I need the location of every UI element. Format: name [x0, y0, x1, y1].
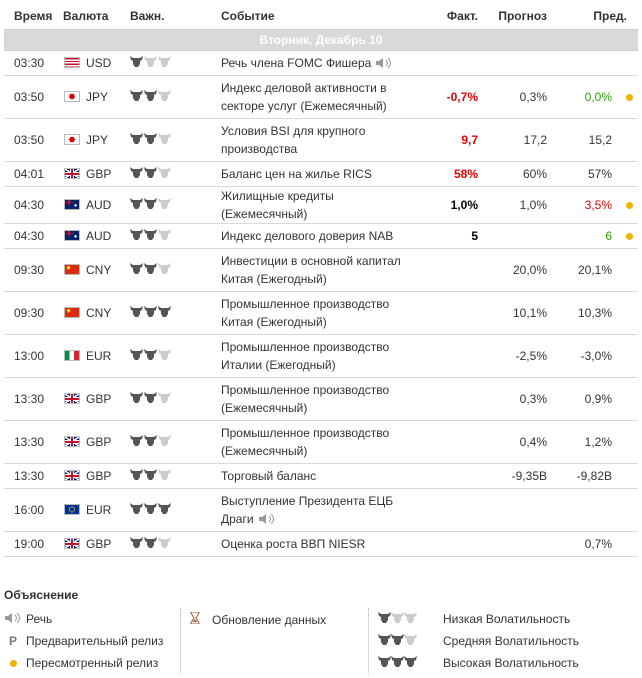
importance-cell	[130, 119, 221, 162]
bull-icon	[158, 435, 171, 449]
table-row[interactable]	[4, 76, 638, 119]
forecast-cell: -2,5%	[484, 335, 555, 378]
preliminary-icon: P	[9, 634, 18, 648]
table-header	[4, 3, 638, 30]
event-cell[interactable]	[221, 76, 427, 119]
previous-cell	[555, 489, 620, 532]
bull-icon	[130, 435, 143, 449]
currency-cell	[63, 464, 130, 489]
revised-cell	[620, 249, 638, 292]
actual-cell: -0,7%	[427, 76, 484, 119]
event-name[interactable]: Речь члена FOMC Фишера	[221, 55, 372, 70]
speaker-icon	[375, 55, 393, 73]
legend-speech-label: Речь	[26, 612, 53, 626]
bull-icon	[158, 133, 171, 147]
bull-icon	[130, 306, 143, 320]
legend-high-label: Высокая Волатильность	[443, 656, 579, 670]
time-cell: 13:30	[4, 421, 63, 464]
currency-code: GBP	[86, 469, 112, 483]
actual-cell	[427, 292, 484, 335]
bull-icon	[144, 503, 157, 517]
legend-low-label: Низкая Волатильность	[443, 612, 571, 626]
day-label: Вторник, Декабрь 10	[4, 30, 638, 51]
economic-calendar	[4, 3, 638, 557]
revised-cell	[620, 378, 638, 421]
bull-icon	[158, 537, 171, 551]
time-cell: 04:30	[4, 187, 63, 224]
previous-cell: -9,82B	[555, 464, 620, 489]
event-cell[interactable]	[221, 249, 427, 292]
importance-cell	[130, 249, 221, 292]
event-name[interactable]: Промышленное производство Китая (Ежегодный)	[221, 297, 390, 329]
bull-icon	[144, 167, 157, 181]
bull-icon	[144, 198, 157, 212]
currency-code: EUR	[86, 349, 112, 363]
event-name[interactable]: Оценка роста ВВП NIESR	[221, 537, 366, 551]
actual-cell	[427, 335, 484, 378]
actual-cell	[427, 421, 484, 464]
header-time[interactable]: Время	[4, 3, 63, 30]
importance-cell	[130, 51, 221, 76]
bull-icon	[158, 263, 171, 277]
bull-icon	[378, 634, 391, 648]
currency-code: GBP	[86, 167, 112, 181]
event-name[interactable]: Промышленное производство (Ежемесячный)	[221, 383, 390, 415]
legend-medium-label: Средняя Волатильность	[443, 634, 580, 648]
importance-cell	[130, 532, 221, 557]
bull-icon	[130, 56, 143, 70]
flag-gb-icon	[64, 470, 80, 481]
previous-cell: 0,0%	[555, 76, 620, 119]
revised-cell	[620, 51, 638, 76]
currency-cell	[63, 421, 130, 464]
event-name[interactable]: Инвестиции в основной капитал Китая (Ежегодный)	[221, 254, 401, 286]
bull-icon	[158, 503, 171, 517]
currency-cell	[63, 249, 130, 292]
actual-cell	[427, 51, 484, 76]
event-cell[interactable]	[221, 224, 427, 249]
legend-divider	[180, 608, 181, 674]
revised-cell	[620, 421, 638, 464]
legend-revised	[4, 656, 158, 670]
time-cell: 19:00	[4, 532, 63, 557]
currency-cell	[63, 292, 130, 335]
revised-cell	[620, 76, 638, 119]
bull-icon	[158, 306, 171, 320]
event-cell[interactable]	[221, 335, 427, 378]
event-name[interactable]: Условия BSI для крупного производства	[221, 124, 366, 156]
bull-icon	[158, 229, 171, 243]
importance-cell	[130, 464, 221, 489]
table-row[interactable]	[4, 378, 638, 421]
previous-cell: 10,3%	[555, 292, 620, 335]
table-row[interactable]	[4, 187, 638, 224]
legend-title: Объяснение	[4, 588, 79, 602]
actual-cell: 5	[427, 224, 484, 249]
event-name[interactable]: Промышленное производство (Ежемесячный)	[221, 426, 390, 458]
legend-speech	[4, 612, 52, 626]
currency-cell	[63, 335, 130, 378]
event-cell[interactable]	[221, 292, 427, 335]
actual-cell	[427, 464, 484, 489]
revised-dot-icon[interactable]	[626, 94, 633, 101]
bull-icon	[130, 167, 143, 181]
table-row[interactable]	[4, 489, 638, 532]
currency-cell	[63, 51, 130, 76]
previous-cell: -3,0%	[555, 335, 620, 378]
table-row[interactable]	[4, 162, 638, 187]
forecast-cell: 1,0%	[484, 187, 555, 224]
previous-cell: 57%	[555, 162, 620, 187]
header-currency[interactable]: Валюта	[63, 3, 130, 30]
previous-cell: 0,7%	[555, 532, 620, 557]
legend	[4, 582, 638, 678]
legend-update-label: Обновление данных	[212, 613, 327, 627]
legend-high	[378, 656, 579, 670]
bull-icon	[144, 392, 157, 406]
forecast-cell: -9,35B	[484, 464, 555, 489]
forecast-cell: 10,1%	[484, 292, 555, 335]
currency-code: AUD	[86, 198, 112, 212]
bull-icon	[158, 198, 171, 212]
flag-gb-icon	[64, 436, 80, 447]
bull-icon	[158, 349, 171, 363]
bull-icon	[378, 612, 391, 626]
currency-code: JPY	[86, 133, 109, 147]
importance-cell	[130, 76, 221, 119]
event-cell[interactable]	[221, 532, 427, 557]
flag-cn-icon	[64, 264, 80, 275]
time-cell: 13:30	[4, 378, 63, 421]
bull-icon	[391, 612, 404, 626]
bull-icon	[130, 133, 143, 147]
event-cell[interactable]	[221, 464, 427, 489]
bull-icon	[144, 263, 157, 277]
flag-us-icon	[64, 57, 80, 68]
revised-cell	[620, 224, 638, 249]
currency-cell	[63, 187, 130, 224]
bull-icon	[130, 392, 143, 406]
table-row[interactable]	[4, 532, 638, 557]
flag-eu-icon	[64, 504, 80, 515]
legend-medium	[378, 634, 579, 648]
bull-icon	[144, 349, 157, 363]
bull-icon	[144, 90, 157, 104]
header-previous-label: Пред.	[593, 9, 627, 23]
actual-cell: 1,0%	[427, 187, 484, 224]
table-row[interactable]	[4, 224, 638, 249]
flag-gb-icon	[64, 538, 80, 549]
bull-icon	[158, 90, 171, 104]
currency-code: JPY	[86, 90, 109, 104]
bull-icons	[378, 634, 443, 648]
bull-icon	[130, 503, 143, 517]
revised-cell	[620, 464, 638, 489]
bull-icon	[158, 167, 171, 181]
event-cell[interactable]	[221, 187, 427, 224]
currency-cell	[63, 489, 130, 532]
currency-cell	[63, 119, 130, 162]
header-previous[interactable]	[555, 3, 638, 30]
hourglass-icon	[190, 612, 212, 627]
importance-cell	[130, 335, 221, 378]
time-cell: 03:30	[4, 51, 63, 76]
speaker-icon	[258, 511, 276, 529]
forecast-cell: 0,3%	[484, 76, 555, 119]
speaker-icon	[4, 612, 26, 626]
event-name[interactable]: Индекс делового доверия NAB	[221, 229, 394, 243]
bull-icon	[144, 537, 157, 551]
actual-cell	[427, 489, 484, 532]
revised-cell	[620, 532, 638, 557]
revised-cell	[620, 187, 638, 224]
table-row[interactable]	[4, 51, 638, 76]
bull-icon	[391, 656, 404, 670]
importance-cell	[130, 489, 221, 532]
flag-jp-icon	[64, 91, 80, 102]
importance-cell	[130, 162, 221, 187]
currency-code: USD	[86, 56, 112, 70]
currency-code: CNY	[86, 306, 112, 320]
event-name[interactable]: Промышленное производство Италии (Ежегодный)	[221, 340, 390, 372]
previous-cell: 0,9%	[555, 378, 620, 421]
currency-cell	[63, 532, 130, 557]
currency-code: GBP	[86, 537, 112, 551]
table-row[interactable]	[4, 249, 638, 292]
event-cell[interactable]	[221, 421, 427, 464]
bull-icon	[130, 469, 143, 483]
importance-cell	[130, 292, 221, 335]
time-cell: 09:30	[4, 292, 63, 335]
bull-icon	[404, 656, 417, 670]
header-forecast[interactable]: Прогноз	[484, 3, 555, 30]
forecast-cell: 0,4%	[484, 421, 555, 464]
header-importance[interactable]: Важн.	[130, 3, 221, 30]
actual-cell: 58%	[427, 162, 484, 187]
revised-cell	[620, 489, 638, 532]
header-event[interactable]: Событие	[221, 3, 427, 30]
bull-icon	[391, 634, 404, 648]
currency-cell	[63, 162, 130, 187]
forecast-cell: 0,3%	[484, 378, 555, 421]
revised-dot-icon[interactable]	[626, 202, 633, 209]
forecast-cell: 17,2	[484, 119, 555, 162]
bull-icon	[130, 90, 143, 104]
time-cell: 13:00	[4, 335, 63, 378]
day-separator	[4, 30, 638, 51]
bull-icon	[158, 469, 171, 483]
previous-cell: 1,2%	[555, 421, 620, 464]
time-cell: 03:50	[4, 119, 63, 162]
flag-au-icon	[64, 230, 80, 241]
forecast-cell	[484, 224, 555, 249]
flag-au-icon	[64, 199, 80, 210]
actual-cell	[427, 249, 484, 292]
bull-icon	[158, 392, 171, 406]
bull-icon	[404, 612, 417, 626]
currency-cell	[63, 76, 130, 119]
bull-icon	[378, 656, 391, 670]
importance-cell	[130, 187, 221, 224]
dot-icon	[4, 656, 26, 670]
event-name[interactable]: Баланс цен на жилье RICS	[221, 167, 372, 181]
bull-icon	[130, 229, 143, 243]
bull-icon	[158, 56, 171, 70]
flag-it-icon	[64, 350, 80, 361]
table-row[interactable]	[4, 292, 638, 335]
time-cell: 13:30	[4, 464, 63, 489]
bull-icon	[144, 133, 157, 147]
event-cell[interactable]	[221, 162, 427, 187]
revised-dot-icon[interactable]	[626, 233, 633, 240]
bull-icon	[130, 263, 143, 277]
currency-code: CNY	[86, 263, 112, 277]
previous-cell: 15,2	[555, 119, 620, 162]
legend-low	[378, 612, 570, 626]
flag-cn-icon	[64, 307, 80, 318]
time-cell: 04:30	[4, 224, 63, 249]
flag-gb-icon	[64, 168, 80, 179]
bull-icons	[378, 612, 443, 626]
revised-cell	[620, 292, 638, 335]
calendar-table	[4, 3, 638, 557]
actual-cell	[427, 532, 484, 557]
currency-code: AUD	[86, 229, 112, 243]
bull-icon	[404, 634, 417, 648]
time-cell: 09:30	[4, 249, 63, 292]
currency-cell	[63, 224, 130, 249]
bull-icon	[144, 469, 157, 483]
importance-cell	[130, 224, 221, 249]
importance-cell	[130, 421, 221, 464]
bull-icon	[144, 435, 157, 449]
currency-cell	[63, 378, 130, 421]
previous-cell: 3,5%	[555, 187, 620, 224]
currency-code: GBP	[86, 392, 112, 406]
forecast-cell	[484, 51, 555, 76]
bull-icon	[144, 306, 157, 320]
bull-icon	[144, 56, 157, 70]
header-actual[interactable]: Факт.	[427, 3, 484, 30]
time-cell: 16:00	[4, 489, 63, 532]
table-row[interactable]	[4, 464, 638, 489]
actual-cell: 9,7	[427, 119, 484, 162]
bull-icon	[130, 537, 143, 551]
table-row[interactable]	[4, 421, 638, 464]
legend-revised-label: Пересмотренный релиз	[26, 656, 159, 670]
time-cell: 03:50	[4, 76, 63, 119]
revised-cell	[620, 119, 638, 162]
event-name[interactable]: Жилищные кредиты (Ежемесячный)	[221, 189, 334, 221]
previous-cell: 20,1%	[555, 249, 620, 292]
flag-jp-icon	[64, 134, 80, 145]
importance-cell	[130, 378, 221, 421]
table-row[interactable]	[4, 335, 638, 378]
bull-icon	[130, 198, 143, 212]
forecast-cell	[484, 532, 555, 557]
legend-divider	[368, 608, 369, 674]
event-cell[interactable]	[221, 51, 427, 76]
event-name[interactable]: Индекс деловой активности в секторе услуг (Ежемесячный)	[221, 81, 387, 113]
event-cell[interactable]	[221, 119, 427, 162]
legend-preliminary	[4, 634, 163, 648]
legend-preliminary-label: Предварительный релиз	[26, 634, 164, 648]
revised-cell	[620, 162, 638, 187]
forecast-cell: 60%	[484, 162, 555, 187]
event-name[interactable]: Выступление Президента ЕЦБ Драги	[221, 493, 394, 526]
currency-code: EUR	[86, 503, 112, 517]
actual-cell	[427, 378, 484, 421]
bull-icons	[378, 656, 443, 670]
legend-update	[190, 612, 326, 627]
currency-code: GBP	[86, 435, 112, 449]
event-cell[interactable]	[221, 489, 427, 532]
bull-icon	[130, 349, 143, 363]
event-cell[interactable]	[221, 378, 427, 421]
table-row[interactable]	[4, 119, 638, 162]
forecast-cell: 20,0%	[484, 249, 555, 292]
previous-cell	[555, 51, 620, 76]
bull-icon	[144, 229, 157, 243]
forecast-cell	[484, 489, 555, 532]
revised-cell	[620, 335, 638, 378]
event-name[interactable]: Торговый баланс	[221, 469, 317, 483]
flag-gb-icon	[64, 393, 80, 404]
previous-cell: 6	[555, 224, 620, 249]
time-cell: 04:01	[4, 162, 63, 187]
